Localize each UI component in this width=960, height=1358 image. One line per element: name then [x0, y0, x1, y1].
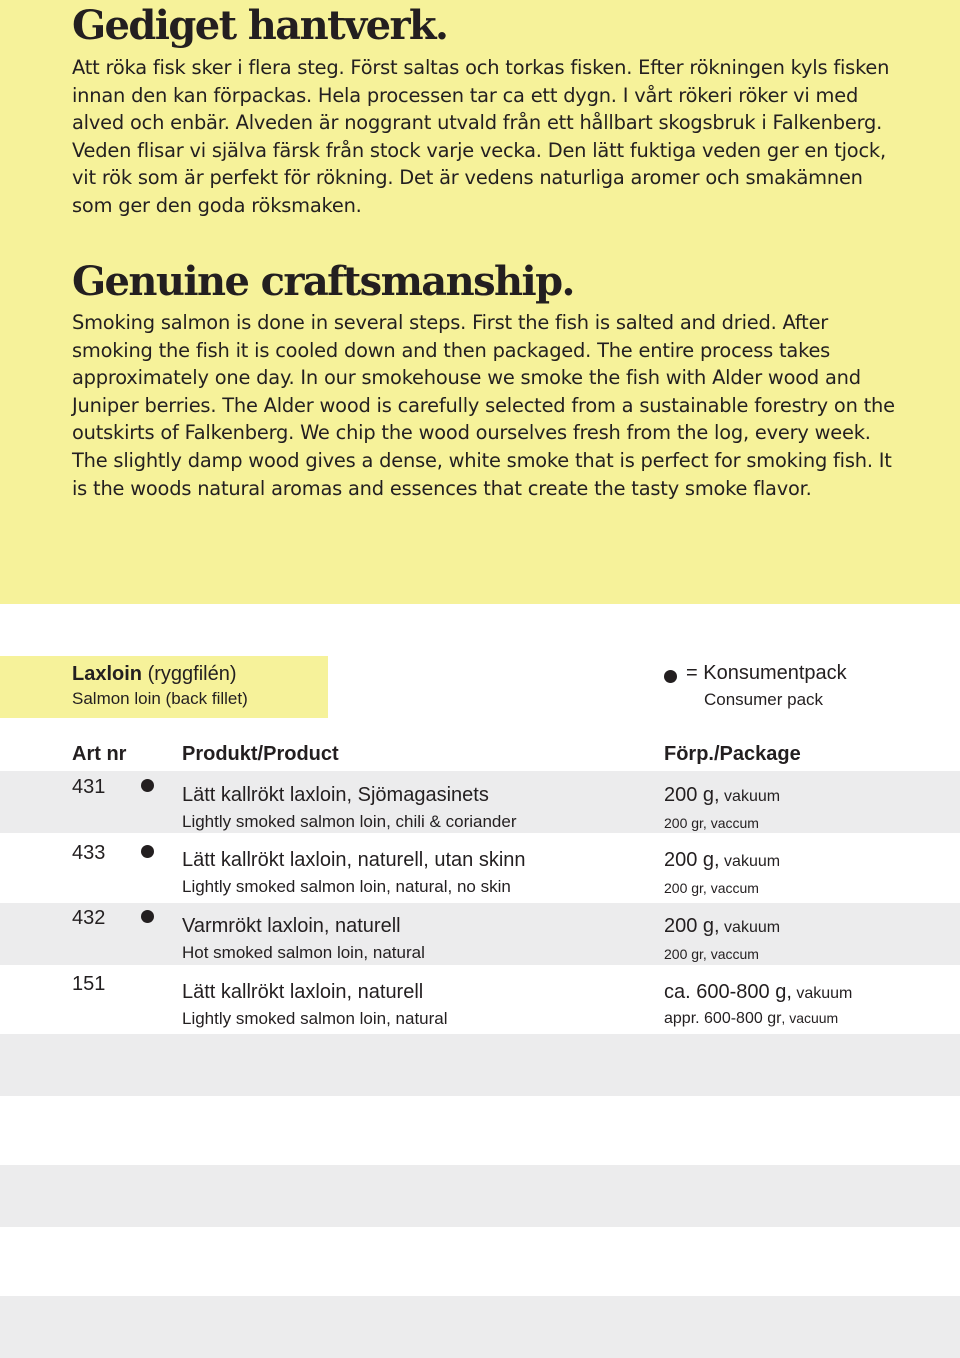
- legend-sublabel: Consumer pack: [704, 690, 824, 709]
- package-size: ca. 600-800 g, vakuum: [664, 981, 853, 1003]
- product-name-sv: Lätt kallrökt laxloin, Sjömagasinets: [182, 784, 489, 806]
- header-artnr: Art nr: [72, 743, 127, 765]
- product-name-sv: Lätt kallrökt laxloin, naturell: [182, 981, 424, 1003]
- package-size: 200 g, vakuum: [664, 915, 781, 937]
- empty-table-row: [0, 1296, 960, 1358]
- consumer-pack-icon: [141, 779, 154, 792]
- row-artnr: 433: [72, 842, 106, 864]
- consumer-pack-icon: [141, 845, 154, 858]
- empty-table-row: [0, 1034, 960, 1096]
- category-subtitle: Salmon loin (back fillet): [72, 689, 248, 708]
- package-size-en: 200 gr, vaccum: [664, 815, 759, 831]
- legend-label: = Konsumentpack: [686, 662, 847, 684]
- empty-table-row: [0, 1227, 960, 1289]
- row-artnr: 151: [72, 973, 106, 995]
- consumer-pack-legend-icon: [664, 670, 677, 683]
- product-name-en: Hot smoked salmon loin, natural: [182, 943, 425, 962]
- package-size: 200 g, vakuum: [664, 784, 781, 806]
- product-name-sv: Lätt kallrökt laxloin, naturell, utan skinn: [182, 849, 526, 871]
- package-size: 200 g, vakuum: [664, 849, 781, 871]
- package-size-en: 200 gr, vaccum: [664, 880, 759, 896]
- package-size-en: 200 gr, vaccum: [664, 946, 759, 962]
- empty-table-row: [0, 1165, 960, 1227]
- product-name-en: Lightly smoked salmon loin, chili & coriander: [182, 812, 517, 831]
- english-body-text: Smoking salmon is done in several steps. First the fish is salted and dried. After smoking the fish it is cooled down and then packaged. The entire process takes approximately one day. In our smokehouse we smoke the fish with Alder wood and Juniper berries. The Alder wood is carefully selected from a sustainable forestry on the outskirts of Falkenberg. We chip the wood ourselves fresh from the log, every week. The slightly damp wood gives a dense, white smoke that is perfect for smoking fish. It is the woods natural aromas and essences that create the tasty smoke flavor.: [72, 311, 895, 500]
- consumer-pack-icon: [141, 910, 154, 923]
- product-name-sv: Varmrökt laxloin, naturell: [182, 915, 401, 937]
- row-artnr: 431: [72, 776, 106, 798]
- header-package: Förp./Package: [664, 743, 801, 765]
- swedish-heading: Gediget hantverk.: [72, 2, 448, 49]
- product-name-en: Lightly smoked salmon loin, natural, no skin: [182, 877, 511, 896]
- package-size-en: appr. 600-800 gr, vacuum: [664, 1010, 839, 1027]
- category-title: Laxloin (ryggfilén): [72, 663, 237, 685]
- empty-table-row: [0, 1096, 960, 1158]
- row-artnr: 432: [72, 907, 106, 929]
- product-name-en: Lightly smoked salmon loin, natural: [182, 1009, 448, 1028]
- header-product: Produkt/Product: [182, 743, 339, 765]
- swedish-body-text: Att röka fisk sker i flera steg. Först saltas och torkas fisken. Efter rökningen kyls fisken innan den kan förpackas. Hela processen tar ca ett dygn. I vårt rökeri röker vi med alved och enbär. Alveden är noggrant utvald från ett hållbart skogsbruk i Falkenberg. Veden flisar vi själva färsk från stock varje vecka. Den lätt fuktiga veden ger en tjock, vit rök som är perfekt för rökning. Det är vedens naturliga aromer och smakämnen som ger den goda röksmaken.: [72, 56, 890, 217]
- english-heading: Genuine craftsmanship.: [72, 258, 574, 305]
